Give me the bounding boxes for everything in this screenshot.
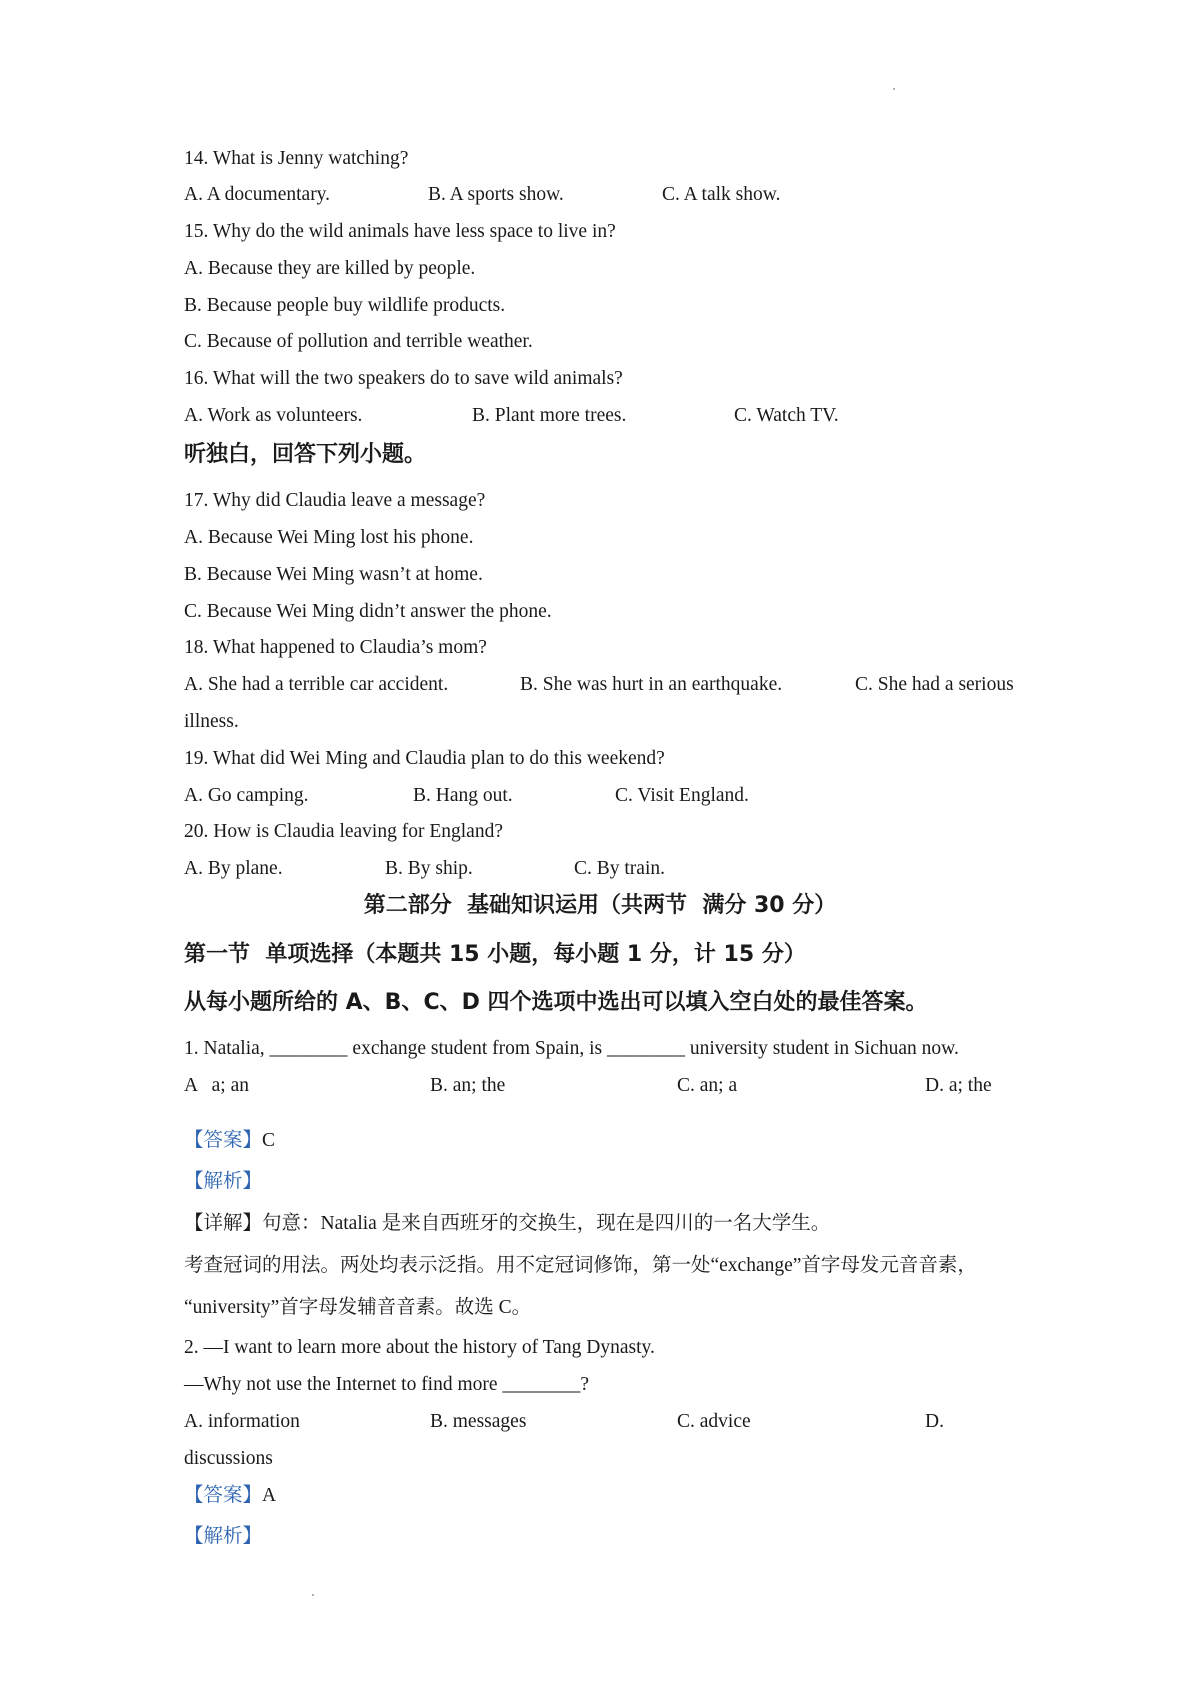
- mc2-option-d: D.: [925, 1411, 944, 1432]
- q15-option-b: B. Because people buy wildlife products.: [184, 295, 506, 316]
- q19-option-b: B. Hang out.: [413, 785, 513, 806]
- mc2-answer: [184, 1483, 276, 1509]
- mc2-option-c: C. advice: [677, 1411, 751, 1432]
- mc1-analysis: [184, 1169, 262, 1195]
- q18-option-c: C. She had a serious: [855, 674, 1014, 695]
- answer-value: A: [262, 1485, 277, 1506]
- top-speck: [893, 88, 895, 90]
- q19-option-a: A. Go camping.: [184, 785, 309, 806]
- mc2-analysis: [184, 1524, 262, 1550]
- mc1-option-b: B. an; the: [430, 1075, 506, 1096]
- q17-option-b: B. Because Wei Ming wasn’t at home.: [184, 564, 483, 585]
- q19-question: 19. What did Wei Ming and Claudia plan to do this weekend?: [184, 748, 665, 769]
- q14-question: 14. What is Jenny watching?: [184, 148, 409, 169]
- q18-question: 18. What happened to Claudia’s mom?: [184, 637, 487, 658]
- mc1-explanation-1: 考查冠词的用法。两处均表示泛指。用不定冠词修饰，第一处“exchange”首字母发元音音素，: [184, 1255, 977, 1276]
- monologue-heading: 听独白，回答下列小题。: [184, 442, 427, 467]
- section1-title: 第一节 单项选择（本题共 15 小题，每小题 1 分，计 15 分）: [184, 942, 806, 967]
- detail-tag: 【详解】: [184, 1213, 263, 1234]
- q14-option-b: B. A sports show.: [428, 184, 564, 205]
- q17-option-a: A. Because Wei Ming lost his phone.: [184, 527, 474, 548]
- mc1-option-a: A a; an: [184, 1075, 249, 1096]
- mc1-explanation-2: “university”首字母发辅音音素。故选 C。: [184, 1297, 532, 1318]
- q14-option-a: A. A documentary.: [184, 184, 331, 205]
- q18-option-a: A. She had a terrible car accident.: [184, 674, 449, 695]
- q15-option-a: A. Because they are killed by people.: [184, 258, 476, 279]
- analysis-tag: 【解析】: [184, 1526, 263, 1547]
- q18-option-c-continued: illness.: [184, 711, 239, 732]
- q18-option-b: B. She was hurt in an earthquake.: [520, 674, 783, 695]
- q16-option-a: A. Work as volunteers.: [184, 405, 363, 426]
- q15-question: 15. Why do the wild animals have less space to live in?: [184, 221, 616, 242]
- part2-title: 第二部分 基础知识运用（共两节 满分 30 分）: [363, 893, 837, 918]
- detail-text: 句意：Natalia 是来自西班牙的交换生，现在是四川的一名大学生。: [262, 1213, 831, 1234]
- q15-option-c: C. Because of pollution and terrible weather.: [184, 331, 533, 352]
- q20-option-a: A. By plane.: [184, 858, 283, 879]
- q20-question: 20. How is Claudia leaving for England?: [184, 821, 503, 842]
- q17-option-c: C. Because Wei Ming didn’t answer the phone.: [184, 601, 552, 622]
- mc2-question: 2. —I want to learn more about the history of Tang Dynasty.: [184, 1337, 655, 1358]
- q16-question: 16. What will the two speakers do to save wild animals?: [184, 368, 623, 389]
- section1-instruction: 从每小题所给的 A、B、C、D 四个选项中选出可以填入空白处的最佳答案。: [184, 990, 928, 1015]
- q16-option-b: B. Plant more trees.: [472, 405, 627, 426]
- q17-question: 17. Why did Claudia leave a message?: [184, 490, 486, 511]
- q20-option-c: C. By train.: [574, 858, 665, 879]
- q19-option-c: C. Visit England.: [615, 785, 749, 806]
- mc1-detail: [184, 1211, 830, 1237]
- q20-option-b: B. By ship.: [385, 858, 473, 879]
- answer-tag: 【答案】: [184, 1485, 263, 1506]
- mc2-question-line2: —Why not use the Internet to find more ________?: [184, 1374, 590, 1395]
- mc2-option-a: A. information: [184, 1411, 300, 1432]
- mc1-option-c: C. an; a: [677, 1075, 738, 1096]
- mc1-question: 1. Natalia, ________ exchange student from Spain, is ________ university student in Sichuan now.: [184, 1038, 959, 1059]
- bottom-speck: [312, 1594, 314, 1596]
- mc2-option-d-continued: discussions: [184, 1448, 273, 1469]
- mc1-answer: [184, 1128, 275, 1154]
- q16-option-c: C. Watch TV.: [734, 405, 839, 426]
- answer-value: C: [262, 1130, 276, 1151]
- q14-option-c: C. A talk show.: [662, 184, 781, 205]
- answer-tag: 【答案】: [184, 1130, 263, 1151]
- mc2-option-b: B. messages: [430, 1411, 527, 1432]
- mc1-option-d: D. a; the: [925, 1075, 992, 1096]
- analysis-tag: 【解析】: [184, 1171, 263, 1192]
